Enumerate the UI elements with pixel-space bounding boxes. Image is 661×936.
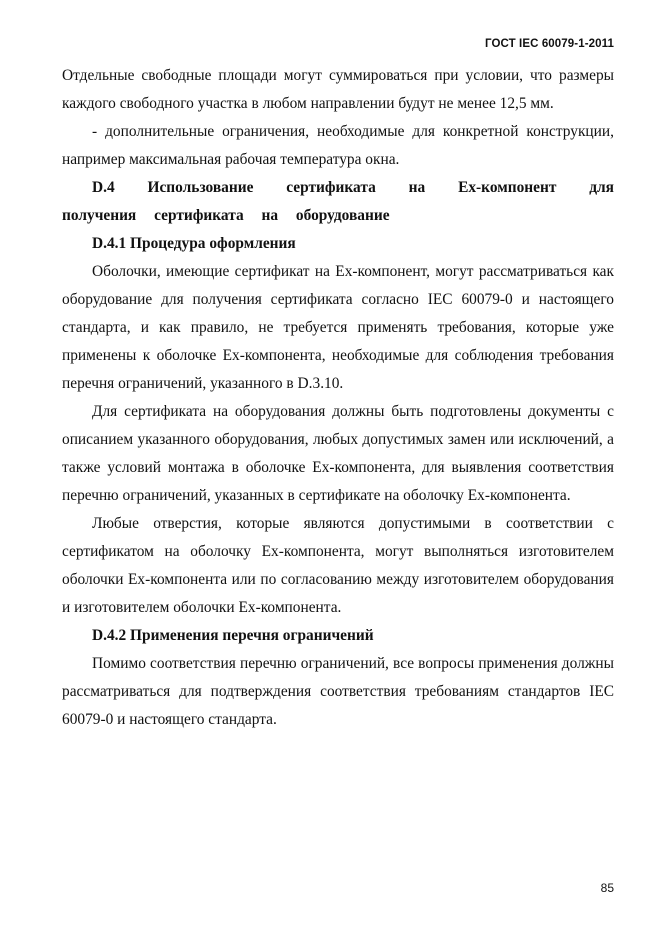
paragraph-openings: Любые отверстия, которые являются допустимыми в соответствии с сертификатом на оболочку Ex-компонента, могут выполняться изготовителем оболочки Ex-компонента или по согласованию между изготовителем оборудования и изготовителем оболочки Ex-компонента. [62, 515, 614, 616]
section-heading-d4: D.4 Использование сертификата на Ex-компонент для получения сертификата на оборудование [62, 179, 614, 224]
paragraph-documents-preparation: Для сертификата на оборудования должны быть подготовлены документы с описанием указанного оборудования, любых допустимых замен или исключений, а также условий монтажа в оболочке Ex-компонента, для выявления соответствия перечню ограничений, указанных в сертификате на оболочку Ex-компонента. [62, 403, 614, 504]
subsection-heading-d41: D.4.1 Процедура оформления [92, 235, 296, 252]
paragraph-application-questions: Помимо соответствия перечню ограничений, все вопросы применения должны рассматриваться для подтверждения соответствия требованиям стандартов IEC 60079-0 и настоящего стандарта. [62, 655, 614, 728]
paragraph-additional-restrictions: - дополнительные ограничения, необходимые для конкретной конструкции, например максимальная рабочая температура окна. [62, 123, 614, 168]
subsection-heading-d42: D.4.2 Применения перечня ограничений [92, 627, 374, 644]
paragraph-enclosures-certificate: Оболочки, имеющие сертификат на Ex-компонент, могут рассматриваться как оборудование для получения сертификата согласно IEC 60079-0 и настоящего стандарта, и как правило, не требуется применять требования, которые уже применены к оболочке Ex-компонента, необходимые для соблюдения требования перечня ограничений, указанного в D.3.10. [62, 263, 614, 392]
standard-code-header: ГОСТ IEC 60079-1-2011 [485, 38, 614, 50]
document-body [62, 62, 614, 734]
paragraph-free-areas: Отдельные свободные площади могут суммироваться при условии, что размеры каждого свободного участка в любом направлении будут не менее 12,5 мм. [62, 67, 614, 112]
page-number: 85 [600, 881, 614, 895]
